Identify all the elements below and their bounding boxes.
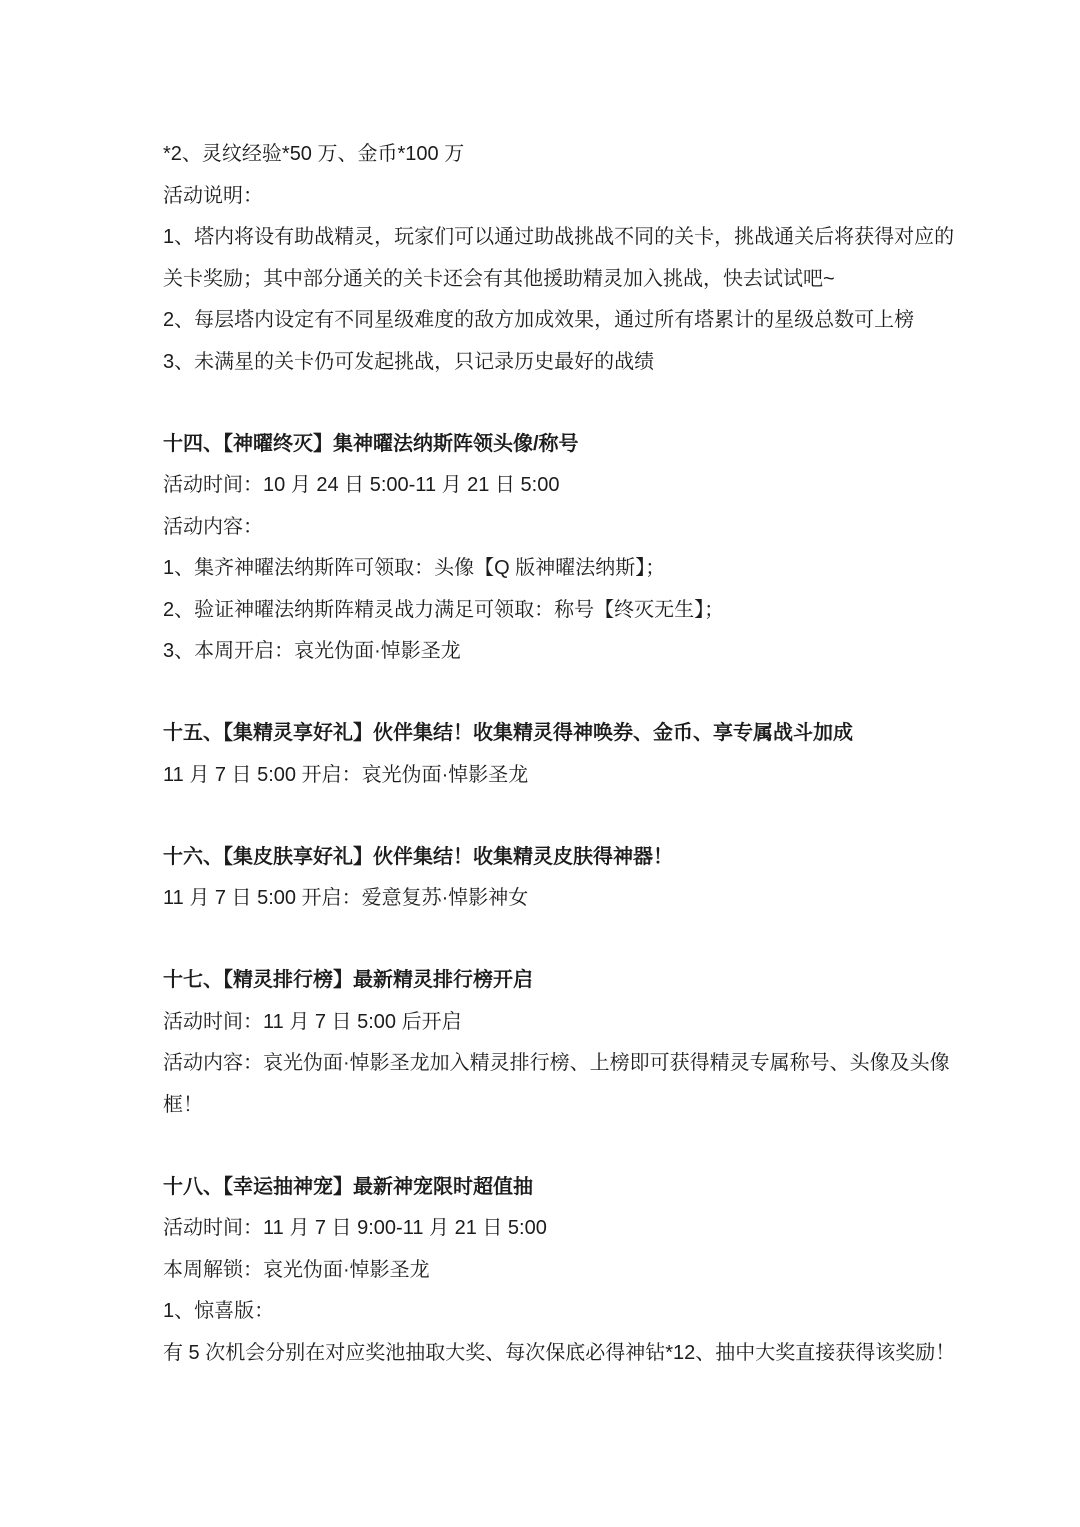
section-13-continuation: [163, 134, 963, 383]
text-line: 1、塔内将设有助战精灵，玩家们可以通过助战挑战不同的关卡，挑战通关后将获得对应的: [163, 226, 955, 248]
section-heading: 十七、【精灵排行榜】最新精灵排行榜开启: [163, 969, 533, 991]
text-line: 活动时间：10 月 24 日 5:00-11 月 21 日 5:00: [163, 474, 560, 496]
section-heading: 十四、【神曜终灭】集神曜法纳斯阵领头像/称号: [163, 432, 579, 455]
text-line: 有 5 次机会分别在对应奖池抽取大奖、每次保底必得神钻*12、抽中大奖直接获得该奖励！: [163, 1341, 956, 1364]
text-line: 框！: [163, 1093, 203, 1116]
text-line: 11 月 7 日 5:00 开启：爱意复苏·悼影神女: [163, 887, 529, 909]
text-line: 3、本周开启：哀光伪面·悼影圣龙: [163, 640, 461, 662]
text-line: 11 月 7 日 5:00 开启：哀光伪面·悼影圣龙: [163, 763, 529, 786]
text-line: 本周解锁：哀光伪面·悼影圣龙: [163, 1258, 430, 1281]
section-heading: 十五、【集精灵享好礼】伙伴集结！收集精灵得神唤券、金币、享专属战斗加成: [163, 722, 853, 744]
section-heading: 十六、【集皮肤享好礼】伙伴集结！收集精灵皮肤得神器！: [163, 845, 673, 868]
text-line: 3、未满星的关卡仍可发起挑战，只记录历史最好的战绩: [163, 350, 655, 373]
text-line: 1、惊喜版：: [163, 1300, 275, 1322]
document-content: [163, 134, 963, 1374]
section-16: [163, 837, 963, 920]
text-line: 活动时间：11 月 7 日 5:00 后开启: [163, 1010, 462, 1033]
text-line: 活动内容：哀光伪面·悼影圣龙加入精灵排行榜、上榜即可获得精灵专属称号、头像及头像: [163, 1052, 950, 1074]
text-line: 活动说明：: [163, 184, 263, 207]
section-14: [163, 424, 963, 673]
section-heading: 十八、【幸运抽神宠】最新神宠限时超值抽: [163, 1175, 533, 1198]
text-line: 2、验证神曜法纳斯阵精灵战力满足可领取：称号【终灭无生】；: [163, 598, 725, 621]
section-15: [163, 713, 963, 796]
text-line: 2、每层塔内设定有不同星级难度的敌方加成效果，通过所有塔累计的星级总数可上榜: [163, 309, 915, 331]
section-17: [163, 960, 963, 1126]
text-line: 活动时间：11 月 7 日 9:00-11 月 21 日 5:00: [163, 1217, 547, 1239]
text-line: 1、集齐神曜法纳斯阵可领取：头像【Q 版神曜法纳斯】；: [163, 557, 666, 579]
text-line: 关卡奖励；其中部分通关的关卡还会有其他援助精灵加入挑战，快去试试吧~: [163, 267, 835, 290]
text-line: 活动内容：: [163, 515, 263, 538]
text-line: *2、灵纹经验*50 万、金币*100 万: [163, 143, 465, 165]
section-18: [163, 1167, 963, 1375]
